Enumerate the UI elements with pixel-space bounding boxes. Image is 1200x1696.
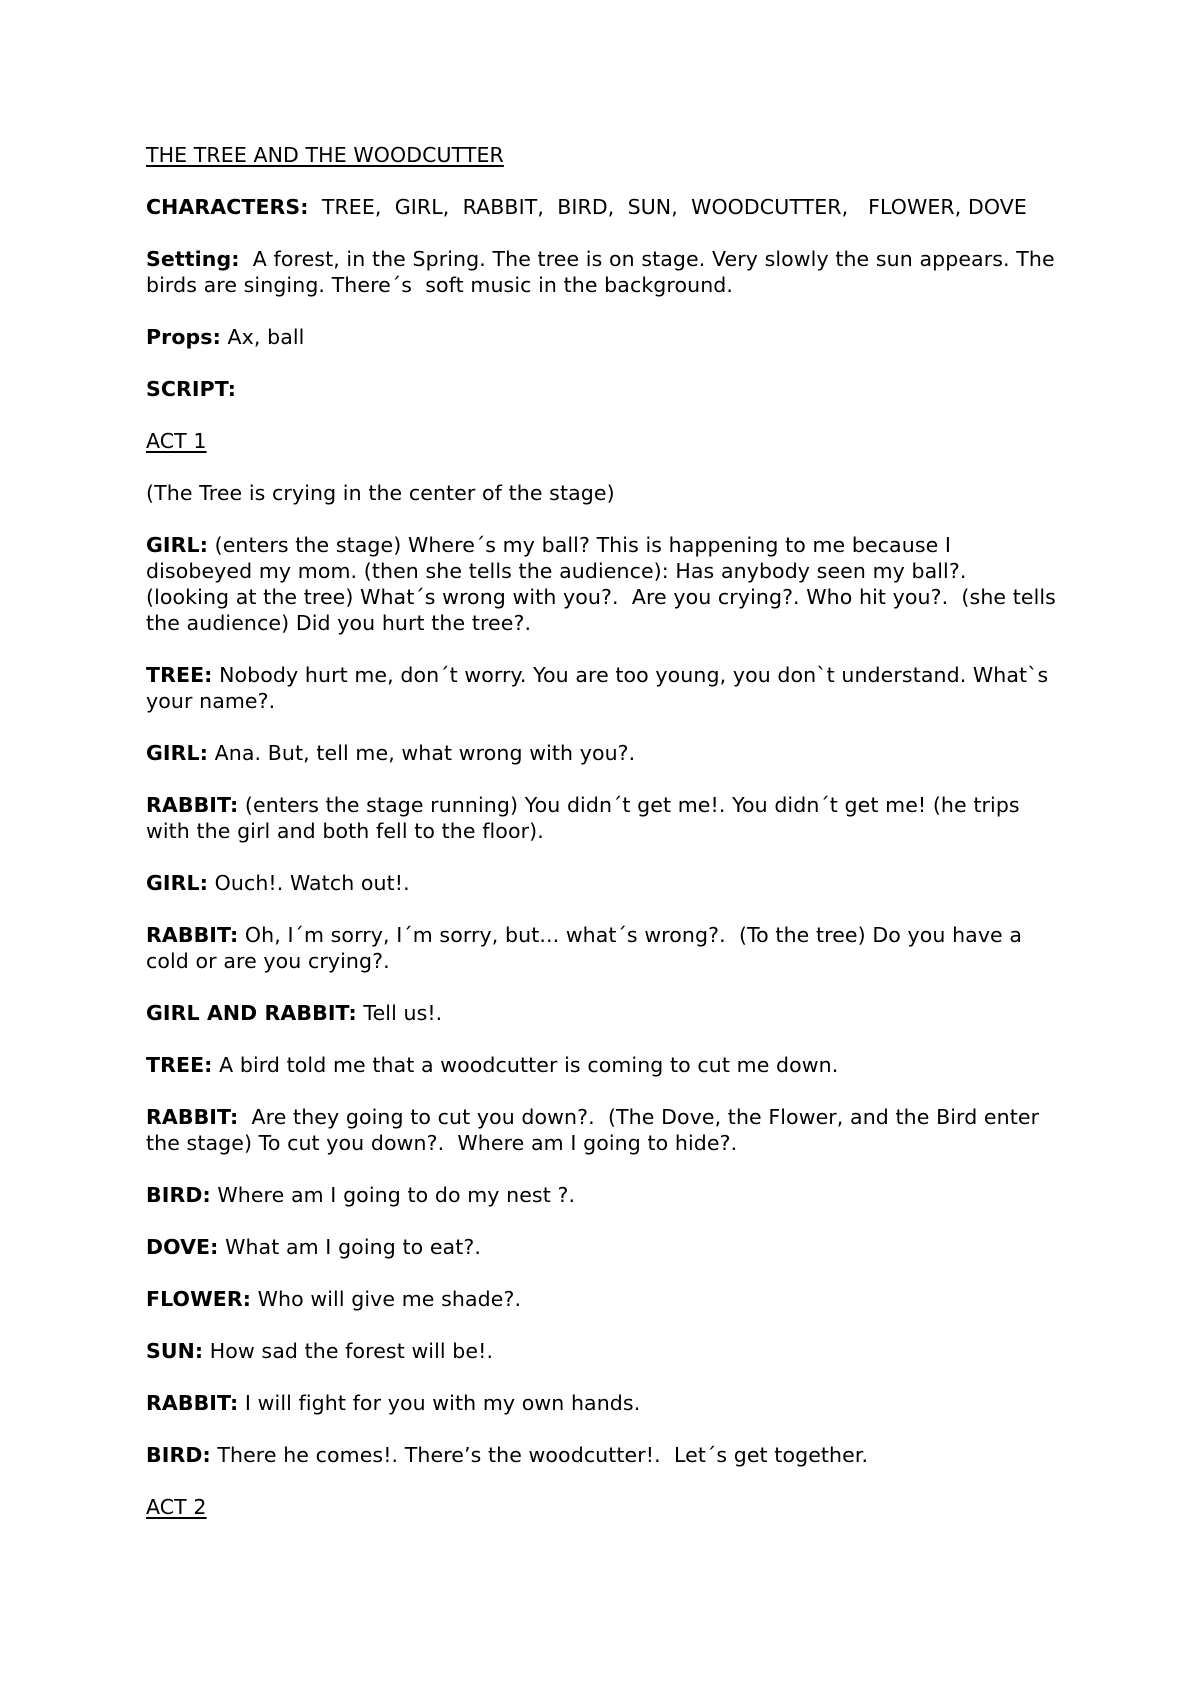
dialogue-line <box>146 1052 1056 1078</box>
document-title: THE TREE AND THE WOODCUTTER <box>146 143 504 167</box>
speaker-name: SUN: <box>146 1339 204 1363</box>
setting-paragraph <box>146 246 1062 298</box>
line-text: A bird told me that a woodcutter is coming to cut me down. <box>212 1053 839 1077</box>
characters-paragraph <box>146 194 1056 220</box>
dialogue-line <box>146 1390 1056 1416</box>
dialogue-line <box>146 662 1056 714</box>
speaker-name: GIRL: <box>146 533 208 557</box>
speaker-name: DOVE: <box>146 1235 219 1259</box>
props-paragraph <box>146 324 1056 350</box>
setting-label: Setting: <box>146 247 240 271</box>
line-text: Where am I going to do my nest ?. <box>210 1183 576 1207</box>
act-2-heading: ACT 2 <box>146 1495 207 1519</box>
line-text: I will fight for you with my own hands. <box>238 1391 641 1415</box>
dialogue-line <box>146 1286 1056 1312</box>
dialogue-line <box>146 1442 1056 1468</box>
dialogue-line <box>146 532 1063 636</box>
dialogue-line <box>146 870 1056 896</box>
speaker-name: RABBIT: <box>146 1105 239 1129</box>
dialogue-line <box>146 740 1056 766</box>
line-text: Tell us!. <box>356 1001 443 1025</box>
line-text: Nobody hurt me, don´t worry. You are too young, you don`t understand. What`s your name?. <box>146 663 1055 713</box>
speaker-name: TREE: <box>146 1053 213 1077</box>
dialogue-line <box>146 1182 1056 1208</box>
line-text: How sad the forest will be!. <box>203 1339 494 1363</box>
line-text: What am I going to eat?. <box>218 1235 481 1259</box>
speaker-name: GIRL: <box>146 741 208 765</box>
line-text: There he comes!. There’s the woodcutter!. Let´s get together. <box>210 1443 869 1467</box>
dialogue-line <box>146 1000 1056 1026</box>
document-page <box>146 142 1063 1546</box>
speaker-name: RABBIT: <box>146 923 239 947</box>
speaker-name: GIRL AND RABBIT: <box>146 1001 357 1025</box>
dialogue-line <box>146 1104 1056 1156</box>
speaker-name: BIRD: <box>146 1443 211 1467</box>
line-text: (enters the stage running) You didn´t get me!. You didn´t get me! (he trips with the girl and both fell to the floor). <box>146 793 1027 843</box>
speaker-name: BIRD: <box>146 1183 211 1207</box>
line-text: Are they going to cut you down?. (The Dove, the Flower, and the Bird enter the stage) To cut you down?. Where am I going to hide?. <box>146 1105 1046 1155</box>
speaker-name: RABBIT: <box>146 1391 239 1415</box>
dialogue-line <box>146 922 1056 974</box>
line-text: Who will give me shade?. <box>251 1287 522 1311</box>
line-text: Ouch!. Watch out!. <box>208 871 410 895</box>
line-text: Oh, I´m sorry, I´m sorry, but... what´s wrong?. (To the tree) Do you have a cold or are you crying?. <box>146 923 1029 973</box>
stage-direction: (The Tree is crying in the center of the stage) <box>146 481 615 505</box>
props-text: Ax, ball <box>220 325 305 349</box>
setting-text: A forest, in the Spring. The tree is on stage. Very slowly the sun appears. The birds are singing. There´s soft music in the background. <box>146 247 1062 297</box>
act-1-heading: ACT 1 <box>146 429 207 453</box>
speaker-name: FLOWER: <box>146 1287 252 1311</box>
dialogue-line <box>146 792 1056 844</box>
characters-label: CHARACTERS: <box>146 195 309 219</box>
speaker-name: GIRL: <box>146 871 208 895</box>
line-text: (enters the stage) Where´s my ball? This is happening to me because I disobeyed my mom. (then she tells the audience): Has anybody seen my ball?. (looking at the tree) What´s wrong with you?. Are you crying?. Who hit you?. (she tells the audience) Did you hurt the tree?. <box>146 533 1063 635</box>
characters-text: TREE, GIRL, RABBIT, BIRD, SUN, WOODCUTTER, FLOWER, DOVE <box>308 195 1027 219</box>
dialogue-line <box>146 1234 1056 1260</box>
speaker-name: RABBIT: <box>146 793 239 817</box>
dialogue-line <box>146 1338 1056 1364</box>
speaker-name: TREE: <box>146 663 213 687</box>
dialogue <box>146 532 1063 1468</box>
props-label: Props: <box>146 325 221 349</box>
script-heading: SCRIPT: <box>146 377 237 401</box>
line-text: Ana. But, tell me, what wrong with you?. <box>208 741 636 765</box>
